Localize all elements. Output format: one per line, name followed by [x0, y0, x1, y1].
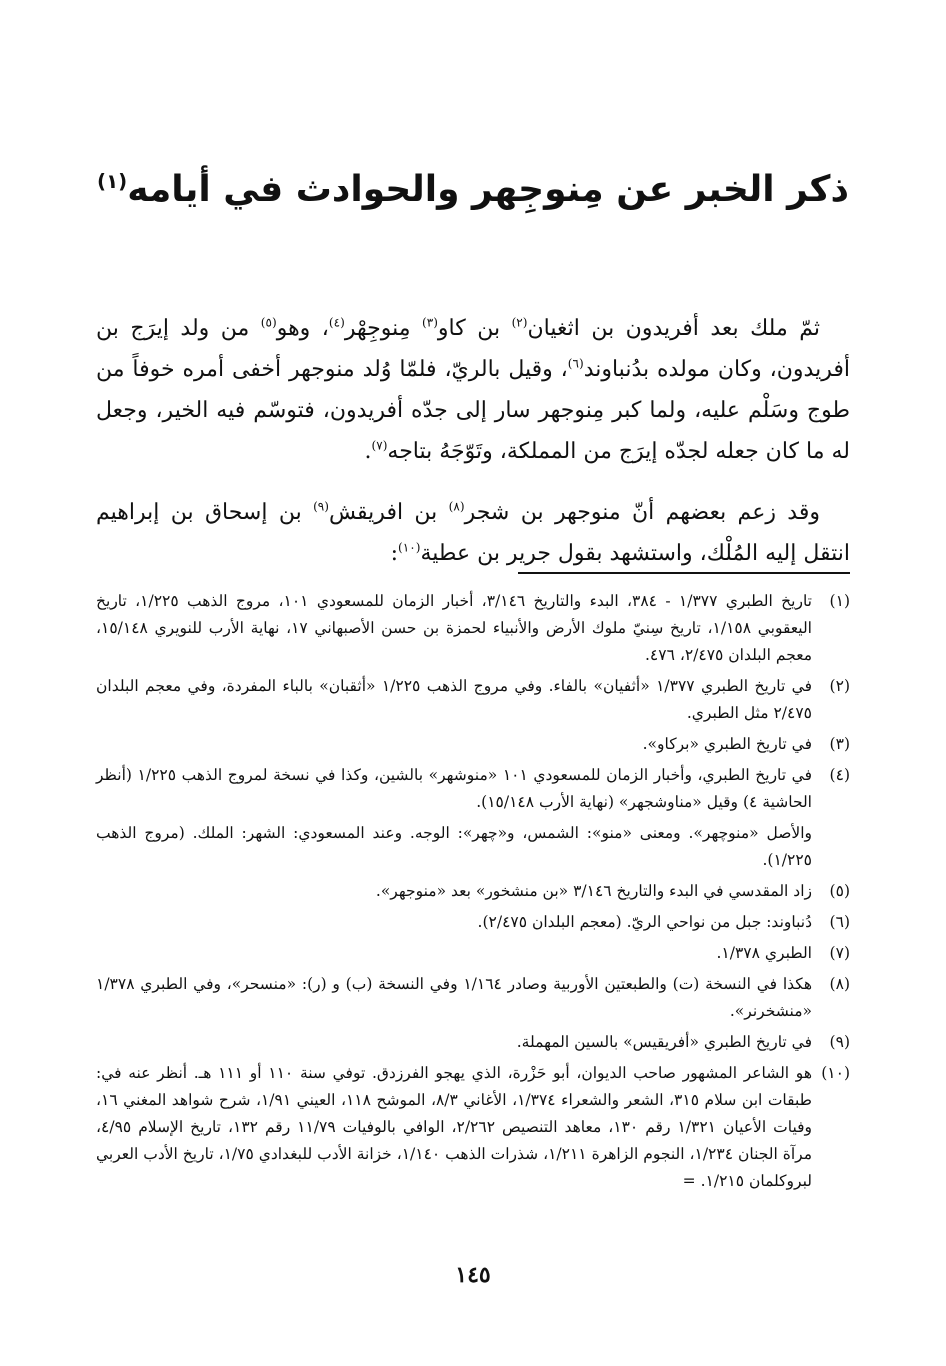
footnote-text — [96, 731, 812, 758]
footnote-1 — [96, 588, 850, 669]
footnotes — [96, 588, 850, 1199]
footnote-text — [96, 762, 812, 874]
text-run: من ولد إيرَج بن أفريدون، وكان مولده بدُنباوند — [96, 316, 850, 382]
footnote-continuation: والأصل «منوچهر». ومعنى «منو»: الشمس، و«چهر»: الوجه. وعند المسعودي: الشهر: الملك. (مروج الذهب ١/٢٢٥). — [96, 824, 812, 869]
text-run: وقد زعم بعضهم أنّ منوجهر بن شجر — [464, 500, 820, 525]
footnote-ref: (٥) — [260, 315, 277, 330]
text-run: ، وقيل بالريّ، فلمّا وُلد منوجهر أخفى أمره خوفاً من طوج وسَلْم عليه، ولما كبر مِنوجهر سار إلى جدّه أفريدون، فتوسّم فيه الخير، وجعل له ما كان جعله لجدّه إيرَج من المملكة، وتَوّجَهُ بتاجه — [96, 357, 850, 464]
text-run: : — [390, 541, 399, 566]
page-number: ١٤٥ — [455, 1262, 491, 1288]
footnote-ref: (٨) — [448, 499, 465, 514]
text-run: . — [364, 439, 372, 464]
footnote-number: (٣) — [829, 735, 850, 753]
footnote-number: (٨) — [829, 975, 850, 993]
footnote-line: تاريخ الطبري ١/٣٧٧ - ٣٨٤، البدء والتاريخ ٣/١٤٦، أخبار الزمان للمسعودي ١٠١، مروج الذهب ١/٢٢٥، تاريخ اليعقوبي ١/١٥٨، تاريخ سِنيّ ملوك الأرض والأنبياء لحمزة بن حسن الأصبهاني ١٧، نهاية الأرب للنويري ١٥/١٤٨، معجم البلدان ٢/٤٧٥، ٤٧٦. — [96, 592, 812, 664]
footnote-ref: (٣) — [421, 315, 438, 330]
footnote-line: هو الشاعر المشهور صاحب الديوان، أبو حَزْرة، الذي يهجو الفرزدق. توفي سنة ١١٠ أو ١١١ هـ. أنظر عنه في: طبقات ابن سلام ٣١٥، الشعر والشعراء ١/٣٧٤، الأغاني ٨/٣، الموشح ١١٨، العيني ١/٩١، شرح شواهد المغني ١٦، وفيات الأعيان ١/٣٢١ رقم ١٣٠، معاهد التنصيص ٢/٢٦٢، الوافي بالوفيات ١١/٧٩ رقم ١٣٢، تاريخ الإسلام ٤/٩٥، مرآة الجنان ١/٢٣٤، النجوم الزاهرة ١/٢١١، شذرات الذهب ١/١٤٠، خزانة الأدب للبغدادي ١/٧٥، تاريخ الأدب العربي لبروكلمان ١/٢١٥. = — [96, 1064, 813, 1190]
footnote-line: في تاريخ الطبري، وأخبار الزمان للمسعودي ١٠١ «منوشهر» بالشين، وكذا في نسخة لمروج الذهب ١/٢٢٥ (أنظر الحاشية ٤) وقيل «مناوشجهر» (نهاية الأرب ١٥/١٤٨). — [96, 766, 813, 811]
paragraph-1 — [96, 308, 850, 472]
footnote-ref: (٩) — [313, 499, 329, 514]
text-run: بن إسحاق بن إبراهيم انتقل إليه المُلْك، واستشهد بقول جرير بن عطية — [96, 500, 850, 566]
footnote-ref: (٦) — [567, 356, 584, 371]
footnote-number: (٩) — [829, 1033, 850, 1051]
footnote-number: (١٠) — [821, 1064, 850, 1082]
footnote-line: هكذا في النسخة (ت) والطبعتين الأوربية وصادر ١/١٦٤ وفي النسخة (ب) و (ر): «منسحر»، وفي الطبري ١/٣٧٨ «منشخرنر». — [96, 975, 813, 1020]
footnote-line: الطبري ١/٣٧٨. — [716, 944, 812, 962]
footnote-text — [96, 1029, 812, 1056]
footnote-text — [96, 909, 812, 936]
footnote-number: (٥) — [829, 882, 850, 900]
footnote-text — [96, 1060, 812, 1195]
footnote-text — [96, 971, 812, 1025]
footnote-number: (١) — [829, 592, 850, 610]
chapter-title-text: ذكر الخبر عن مِنوجِهر والحوادث في أيامه — [127, 169, 849, 210]
footnote-number: (٧) — [829, 944, 850, 962]
text-run: بن كاو — [437, 316, 512, 341]
footnote-9 — [96, 1029, 850, 1056]
footnote-10 — [96, 1060, 850, 1195]
footnote-6 — [96, 909, 850, 936]
text-run: ، وهو — [276, 316, 329, 341]
title-footnote-ref: (١) — [97, 170, 128, 193]
chapter-title — [90, 160, 856, 220]
footnote-text — [96, 878, 812, 905]
footnote-text — [96, 940, 812, 967]
footnote-ref: (٧) — [371, 438, 388, 453]
footnote-7 — [96, 940, 850, 967]
footnote-line: زاد المقدسي في البدء والتاريخ ٣/١٤٦ «بن منشخور» بعد «منوجهر». — [375, 882, 812, 900]
footnote-separator — [518, 572, 850, 574]
footnote-line: في تاريخ الطبري ١/٣٧٧ «أثفيان» بالفاء. وفي مروج الذهب ١/٢٢٥ «أثقبان» بالباء المفردة، وفي معجم البلدان ٢/٤٧٥ مثل الطبري. — [96, 677, 812, 722]
text-run: ثمّ ملك بعد أفريدون بن اثغيان — [527, 316, 820, 341]
footnote-line: في تاريخ الطبري «أفريقيس» بالسين المهملة. — [516, 1033, 812, 1051]
footnote-ref: (٤) — [328, 315, 345, 330]
footnote-ref: (٢) — [511, 315, 528, 330]
footnote-text — [96, 673, 812, 727]
footnote-3 — [96, 731, 850, 758]
footnote-number: (٢) — [829, 677, 850, 695]
text-run: بن افريقش — [329, 500, 449, 525]
footnote-8 — [96, 971, 850, 1025]
footnote-text — [96, 588, 812, 669]
footnote-2 — [96, 673, 850, 727]
footnote-line: في تاريخ الطبري «بركاو». — [642, 735, 812, 753]
footnote-number: (٤) — [829, 766, 850, 784]
paragraph-2 — [96, 492, 850, 574]
footnote-line: دُنباوند: جبل من نواحي الريّ. (معجم البلدان ٢/٤٧٥). — [477, 913, 812, 931]
footnote-number: (٦) — [829, 913, 850, 931]
footnote-ref: (١٠) — [398, 540, 421, 555]
footnote-4 — [96, 762, 850, 874]
footnote-5 — [96, 878, 850, 905]
text-run: مِنوجِهْر — [344, 316, 422, 341]
main-text — [96, 308, 850, 594]
